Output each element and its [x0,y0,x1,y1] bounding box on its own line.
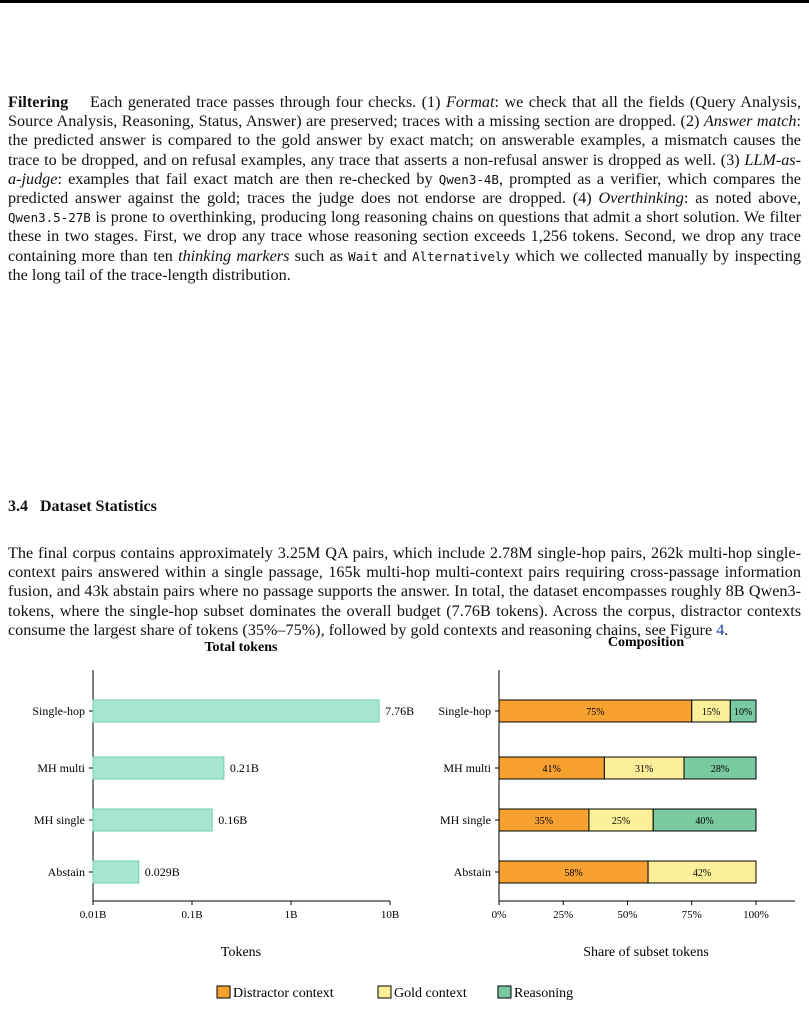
statistics-paragraph [8,544,801,640]
chart1-category-label: MH multi [37,761,85,775]
legend-swatch-distractor [217,986,230,998]
chart1-category-label: Abstain [47,865,85,879]
para-text: : the predicted answer is compared to the gold answer by exact match; on answerable examples, a mismatch causes the trace to be dropped, and on refusal examples, any trace that asserts a non-refusal answer is dropped as well. (3) [8,112,801,169]
para-text: such as [289,246,349,265]
model-name-code: Qwen3-4B [438,171,499,187]
section-heading [8,498,157,516]
paragraph-lead: Filtering [8,93,69,111]
chart2-category-label: Single-hop [438,704,491,718]
para-italic: Overthinking [598,189,684,208]
para-text: : examples that fail exact match are then re-checked by [57,169,439,188]
para-italic: LLM-as-a-judge [8,150,801,188]
para-text: is prone to overthinking, producing long reasoning chains on questions that admit a short solution. We filter these in two stages. First, we drop any trace whose reasoning section exceeds 1,256 tokens. Second, we drop any trace containing more than ten [8,208,801,265]
section-title: Dataset Statistics [40,498,157,515]
chart2-segment-label: 31% [635,764,654,775]
para-italic: Answer match [703,112,797,131]
chart2-category-label: MH multi [443,761,491,775]
chart1-bar [93,809,212,831]
figure-ref-link[interactable]: 4 [716,620,725,639]
chart2-title: Composition [607,635,685,650]
chart2-x-tick-label: 75% [681,909,702,921]
chart1-value-label: 0.16B [218,813,248,827]
para-text: and [378,246,413,265]
chart1-x-tick-label: 0.1B [181,909,203,921]
chart2-x-tick-label: 0% [491,909,507,921]
para-italic: Format [445,93,495,111]
total-tokens-chart [32,670,414,921]
para-text: : as noted above, [683,189,801,208]
chart2-x-tick-label: 25% [553,909,574,921]
chart1-x-tick-label: 1B [284,909,298,921]
chart2-x-tick-label: 100% [743,909,769,921]
chart2-x-tick-label: 50% [617,909,638,921]
para-text: : we check that all the fields (Query Analysis, Source Analysis, Reasoning, Status, Answer) are preserved; traces with a missing section are dropped. (2) [8,93,802,131]
chart2-segment-label: 40% [695,816,714,827]
top-rule [0,0,809,3]
chart2-segment-label: 10% [733,707,753,718]
chart1-title: Total tokens [204,640,278,655]
chart2-segment-label: 35% [534,816,554,827]
chart2-category-label: MH single [440,813,491,827]
figure-4 [0,629,809,1009]
legend-swatch-reasoning [498,986,511,998]
chart2-segment-label: 58% [564,868,583,879]
chart1-bar [93,861,139,883]
legend-swatch-gold [378,986,391,998]
chart-legend [217,986,573,1001]
para-italic: thinking markers [178,246,290,265]
filtering-paragraph [8,93,801,285]
chart1-category-label: Single-hop [32,704,85,718]
composition-chart [438,670,795,921]
chart2-segment-label: 25% [611,816,631,827]
model-name-code: Qwen3.5-27B [8,210,91,226]
chart2-segment-label: 42% [692,868,712,879]
para-text: . [724,620,729,639]
chart1-category-label: MH single [34,813,85,827]
chart1-x-tick-label: 0.01B [79,909,107,921]
para-text: Each generated trace passes through four checks. (1) [90,93,446,111]
chart2-segment-label: 15% [701,707,721,718]
legend-label: Distractor context [233,986,334,1001]
chart2-segment-label: 75% [586,707,605,718]
chart1-value-label: 0.029B [144,865,180,879]
chart2-segment-label: 41% [542,764,561,775]
chart1-bar [93,700,379,722]
chart1-xlabel: Tokens [220,945,262,960]
legend-label: Reasoning [514,986,574,1001]
para-text: , prompted as a verifier, which compares the predicted answer against the gold; traces the judge does not endorse are dropped. (4) [8,169,801,208]
chart2-xlabel: Share of subset tokens [583,945,709,960]
marker-code: Alternatively [412,248,510,264]
chart1-x-tick-label: 10B [380,909,400,921]
chart1-bar [93,757,224,779]
marker-code: Wait [348,248,379,264]
chart1-value-label: 7.76B [385,704,415,718]
para-text: The final corpus contains approximately 3.25M QA pairs, which include 2.78M single-hop pairs, 262k multi-hop single-context pairs answered within a single passage, 165k multi-hop multi-context pairs requiring cross-passage information fusion, and 43k abstain pairs where no passage supports the answer. In total, the dataset encompasses roughly 8B Qwen3-tokens, where the single-hop subset dominates the overall budget (7.76B tokens). Across the corpus, distractor contexts consume the largest share of tokens (35%–75%), followed by gold contexts and reasoning chains, see Figure [8,544,801,639]
chart2-segment-label: 28% [710,764,730,775]
para-text: which we collected manually by inspecting the long tail of the trace-length distribution. [8,246,801,284]
chart2-category-label: Abstain [453,865,491,879]
section-number: 3.4 [8,498,28,515]
legend-label: Gold context [394,986,467,1001]
chart1-value-label: 0.21B [229,761,259,775]
